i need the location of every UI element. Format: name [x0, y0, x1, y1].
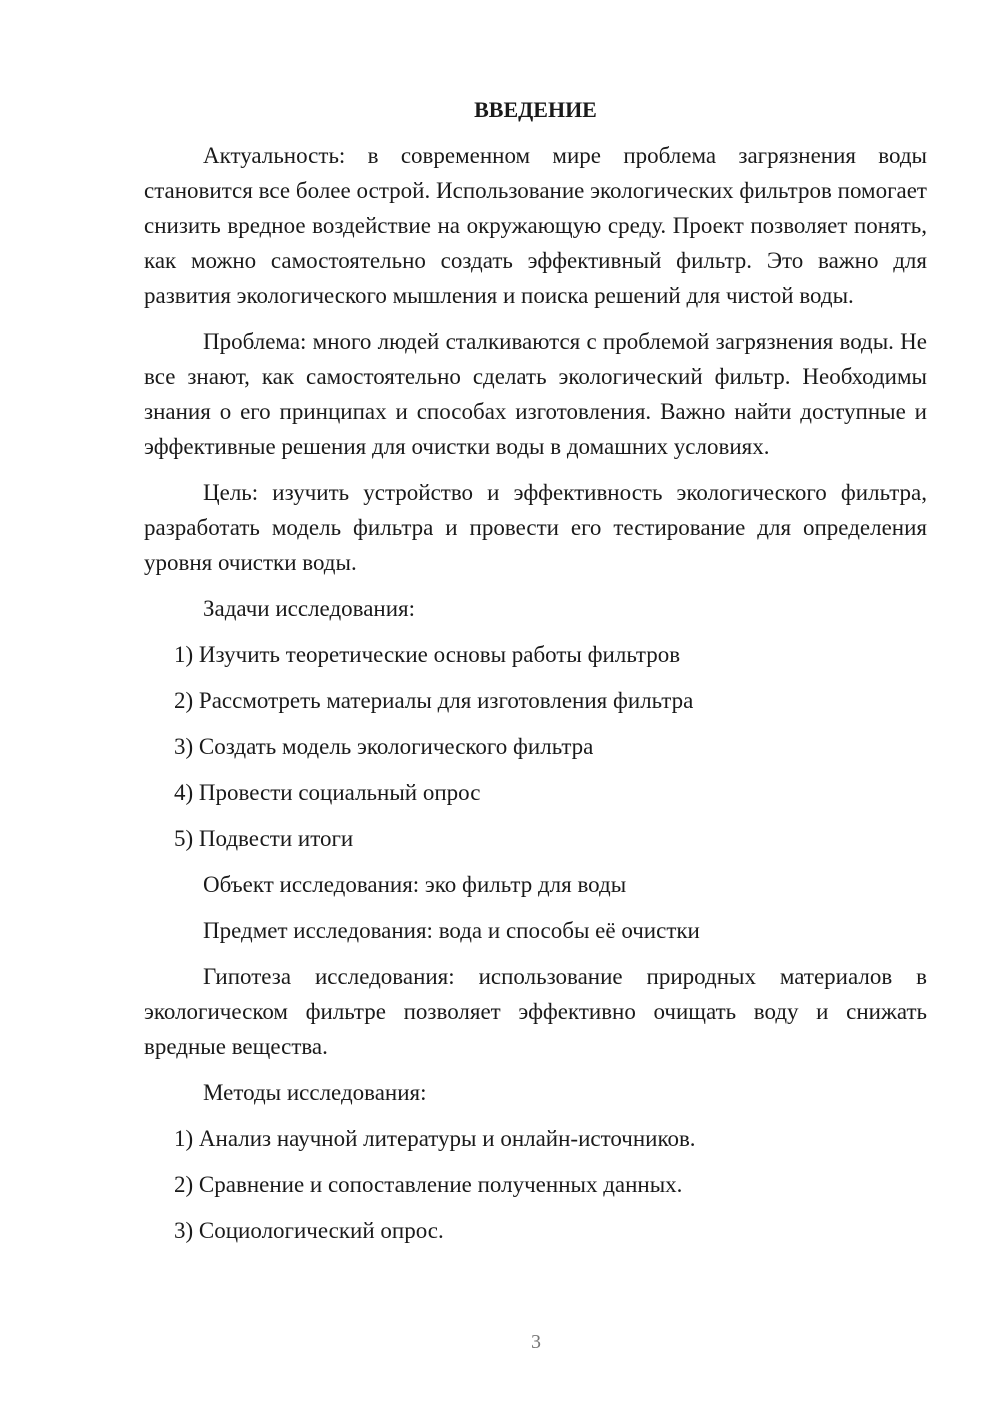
goal-paragraph: Цель: изучить устройство и эффективность экологического фильтра, разработать модель фильтра и провести его тестирование для определения уровня очистки воды. [144, 480, 927, 575]
method-item: 3) Социологический опрос. [174, 1218, 444, 1243]
relevance-paragraph: Актуальность: в современном мире проблема загрязнения воды становится все более острой. Использование экологических фильтров помогает снизить вредное воздействие на окружающую среду. Проект позволяет понять, как можно самостоятельно создать эффективный фильтр. Это важно для развития экологического мышления и поиска решений для чистой воды. [144, 143, 927, 308]
problem-paragraph: Проблема: много людей сталкиваются с проблемой загрязнения воды. Не все знают, как самостоятельно сделать экологический фильтр. Необходимы знания о его принципах и способах изготовления. Важно найти доступные и эффективные решения для очистки воды в домашних условиях. [144, 329, 927, 459]
page-number: 3 [531, 1331, 541, 1353]
hypothesis-paragraph: Гипотеза исследования: использование природных материалов в экологическом фильтре позволяет эффективно очищать воду и снижать вредные вещества. [144, 964, 927, 1059]
page-content [144, 94, 927, 1259]
page-title: ВВЕДЕНИЕ [474, 97, 597, 122]
methods-heading: Методы исследования: [203, 1080, 427, 1105]
tasks-heading: Задачи исследования: [203, 596, 416, 621]
research-subject: Предмет исследования: вода и способы её очистки [203, 918, 700, 943]
method-item: 2) Сравнение и сопоставление полученных данных. [174, 1172, 683, 1197]
task-item: 5) Подвести итоги [174, 826, 354, 851]
method-item: 1) Анализ научной литературы и онлайн-источников. [174, 1126, 696, 1151]
task-item: 2) Рассмотреть материалы для изготовления фильтра [174, 688, 694, 713]
task-item: 3) Создать модель экологического фильтра [174, 734, 594, 759]
task-item: 4) Провести социальный опрос [174, 780, 481, 805]
research-object: Объект исследования: эко фильтр для воды [203, 872, 627, 897]
task-item: 1) Изучить теоретические основы работы фильтров [174, 642, 681, 667]
